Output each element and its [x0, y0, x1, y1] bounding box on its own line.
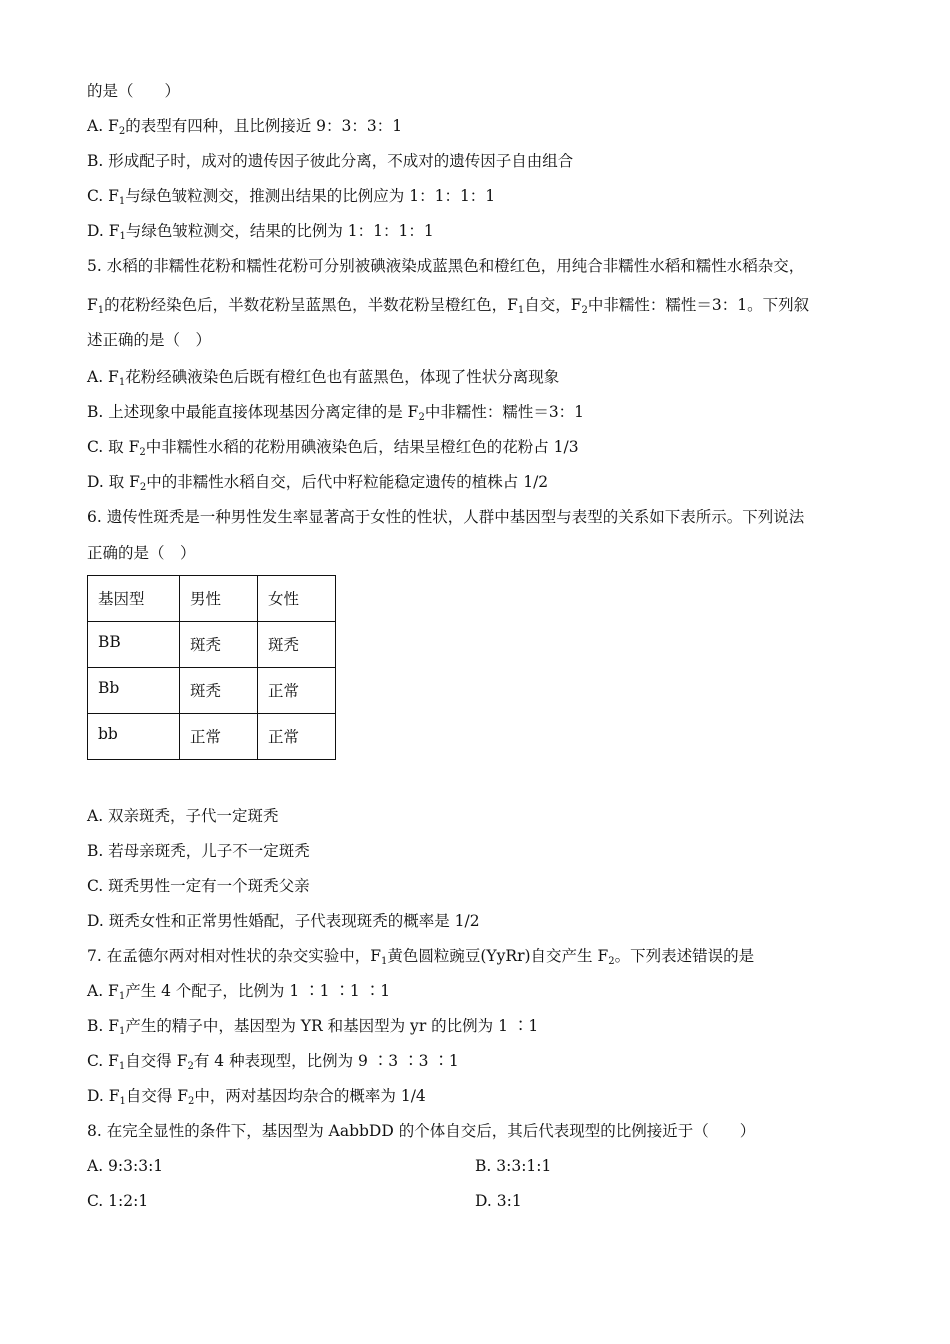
- q4-option-c: C. $F_1$与绿色皱粒测交，推测出结果的比例应为 1：1：1：1: [87, 187, 496, 207]
- q7-option-d: D. $F_1$自交得 $F_2$中，两对基因均杂合的概率为 1/4: [87, 1087, 426, 1107]
- table-row: [88, 668, 336, 714]
- genotype-phenotype-table: [87, 575, 336, 760]
- q6-option-a: A. 双亲斑秃，子代一定斑秃: [87, 807, 279, 825]
- table-header-row: [88, 576, 336, 622]
- q8-option-a: A. 9:3:3:1: [87, 1157, 164, 1175]
- q5-option-a: A. $F_1$花粉经碘液染色后既有橙红色也有蓝黑色，体现了性状分离现象: [87, 368, 560, 388]
- q4-stem-tail: 的是（ ）: [87, 82, 181, 100]
- q7-option-b: B. $F_1$产生的精子中，基因型为 YR 和基因型为 yr 的比例为 1 ∶1: [87, 1017, 539, 1037]
- table-header-cell: 男性: [180, 576, 258, 622]
- table-cell: 斑秃: [180, 668, 258, 714]
- table-row: [88, 622, 336, 668]
- q5-option-c: C. 取 $F_2$中非糯性水稻的花粉用碘液染色后，结果呈橙红色的花粉占 1/3: [87, 438, 579, 458]
- table-cell: 正常: [258, 714, 336, 760]
- table-cell: BB: [88, 622, 180, 668]
- table-cell: bb: [88, 714, 180, 760]
- table-cell: 斑秃: [258, 622, 336, 668]
- q8-option-b: B. 3:3:1:1: [475, 1157, 552, 1175]
- q4-option-d: D. $F_1$与绿色皱粒测交，结果的比例为 1：1：1：1: [87, 222, 434, 242]
- q6-stem-line1: 6. 遗传性斑秃是一种男性发生率显著高于女性的性状，人群中基因型与表型的关系如下表所示。下列说法: [87, 508, 805, 526]
- q5-stem-line3: 述正确的是（ ）: [87, 331, 212, 349]
- table-row: [88, 714, 336, 760]
- q6-option-b: B. 若母亲斑秃，儿子不一定斑秃: [87, 842, 310, 860]
- q8-option-d: D. 3:1: [475, 1192, 522, 1210]
- q8-option-c: C. 1:2:1: [87, 1192, 149, 1210]
- q4-option-b: B. 形成配子时，成对的遗传因子彼此分离，不成对的遗传因子自由组合: [87, 152, 574, 170]
- q6-option-d: D. 斑秃女性和正常男性婚配，子代表现斑秃的概率是 1/2: [87, 912, 480, 930]
- q7-option-a: A. $F_1$产生 4 个配子，比例为 1 ∶1 ∶1 ∶1: [87, 982, 391, 1002]
- q5-stem-line2: $F_1$的花粉经染色后，半数花粉呈蓝黑色，半数花粉呈橙红色，$F_1$自交，$F_2$中非糯性：糯性＝3：1。下列叙: [87, 296, 810, 316]
- table-cell: 斑秃: [180, 622, 258, 668]
- q7-option-c: C. $F_1$自交得 $F_2$有 4 种表现型，比例为 9 ∶3 ∶3 ∶1: [87, 1052, 459, 1072]
- q5-option-b: B. 上述现象中最能直接体现基因分离定律的是 $F_2$中非糯性：糯性＝3：1: [87, 403, 585, 423]
- q4-option-a: A. $F_2$的表型有四种，且比例接近 9：3：3：1: [87, 117, 403, 137]
- q6-stem-line2: 正确的是（ ）: [87, 544, 196, 562]
- q8-stem: 8. 在完全显性的条件下，基因型为 AabbDD 的个体自交后，其后代表现型的比例接近于（ ）: [87, 1122, 756, 1140]
- q5-stem-line1: 5. 水稻的非糯性花粉和糯性花粉可分别被碘液染成蓝黑色和橙红色，用纯合非糯性水稻和糯性水稻杂交，: [87, 257, 805, 275]
- table-header-cell: 女性: [258, 576, 336, 622]
- table-cell: Bb: [88, 668, 180, 714]
- q7-stem: 7. 在孟德尔两对相对性状的杂交实验中，$F_1$黄色圆粒豌豆(YyRr)自交产生 $F_2$。下列表述错误的是: [87, 947, 755, 967]
- table-header-cell: 基因型: [88, 576, 180, 622]
- table-cell: 正常: [258, 668, 336, 714]
- table-cell: 正常: [180, 714, 258, 760]
- q6-option-c: C. 斑秃男性一定有一个斑秃父亲: [87, 877, 310, 895]
- q5-option-d: D. 取 $F_2$中的非糯性水稻自交，后代中籽粒能稳定遗传的植株占 1/2: [87, 473, 549, 493]
